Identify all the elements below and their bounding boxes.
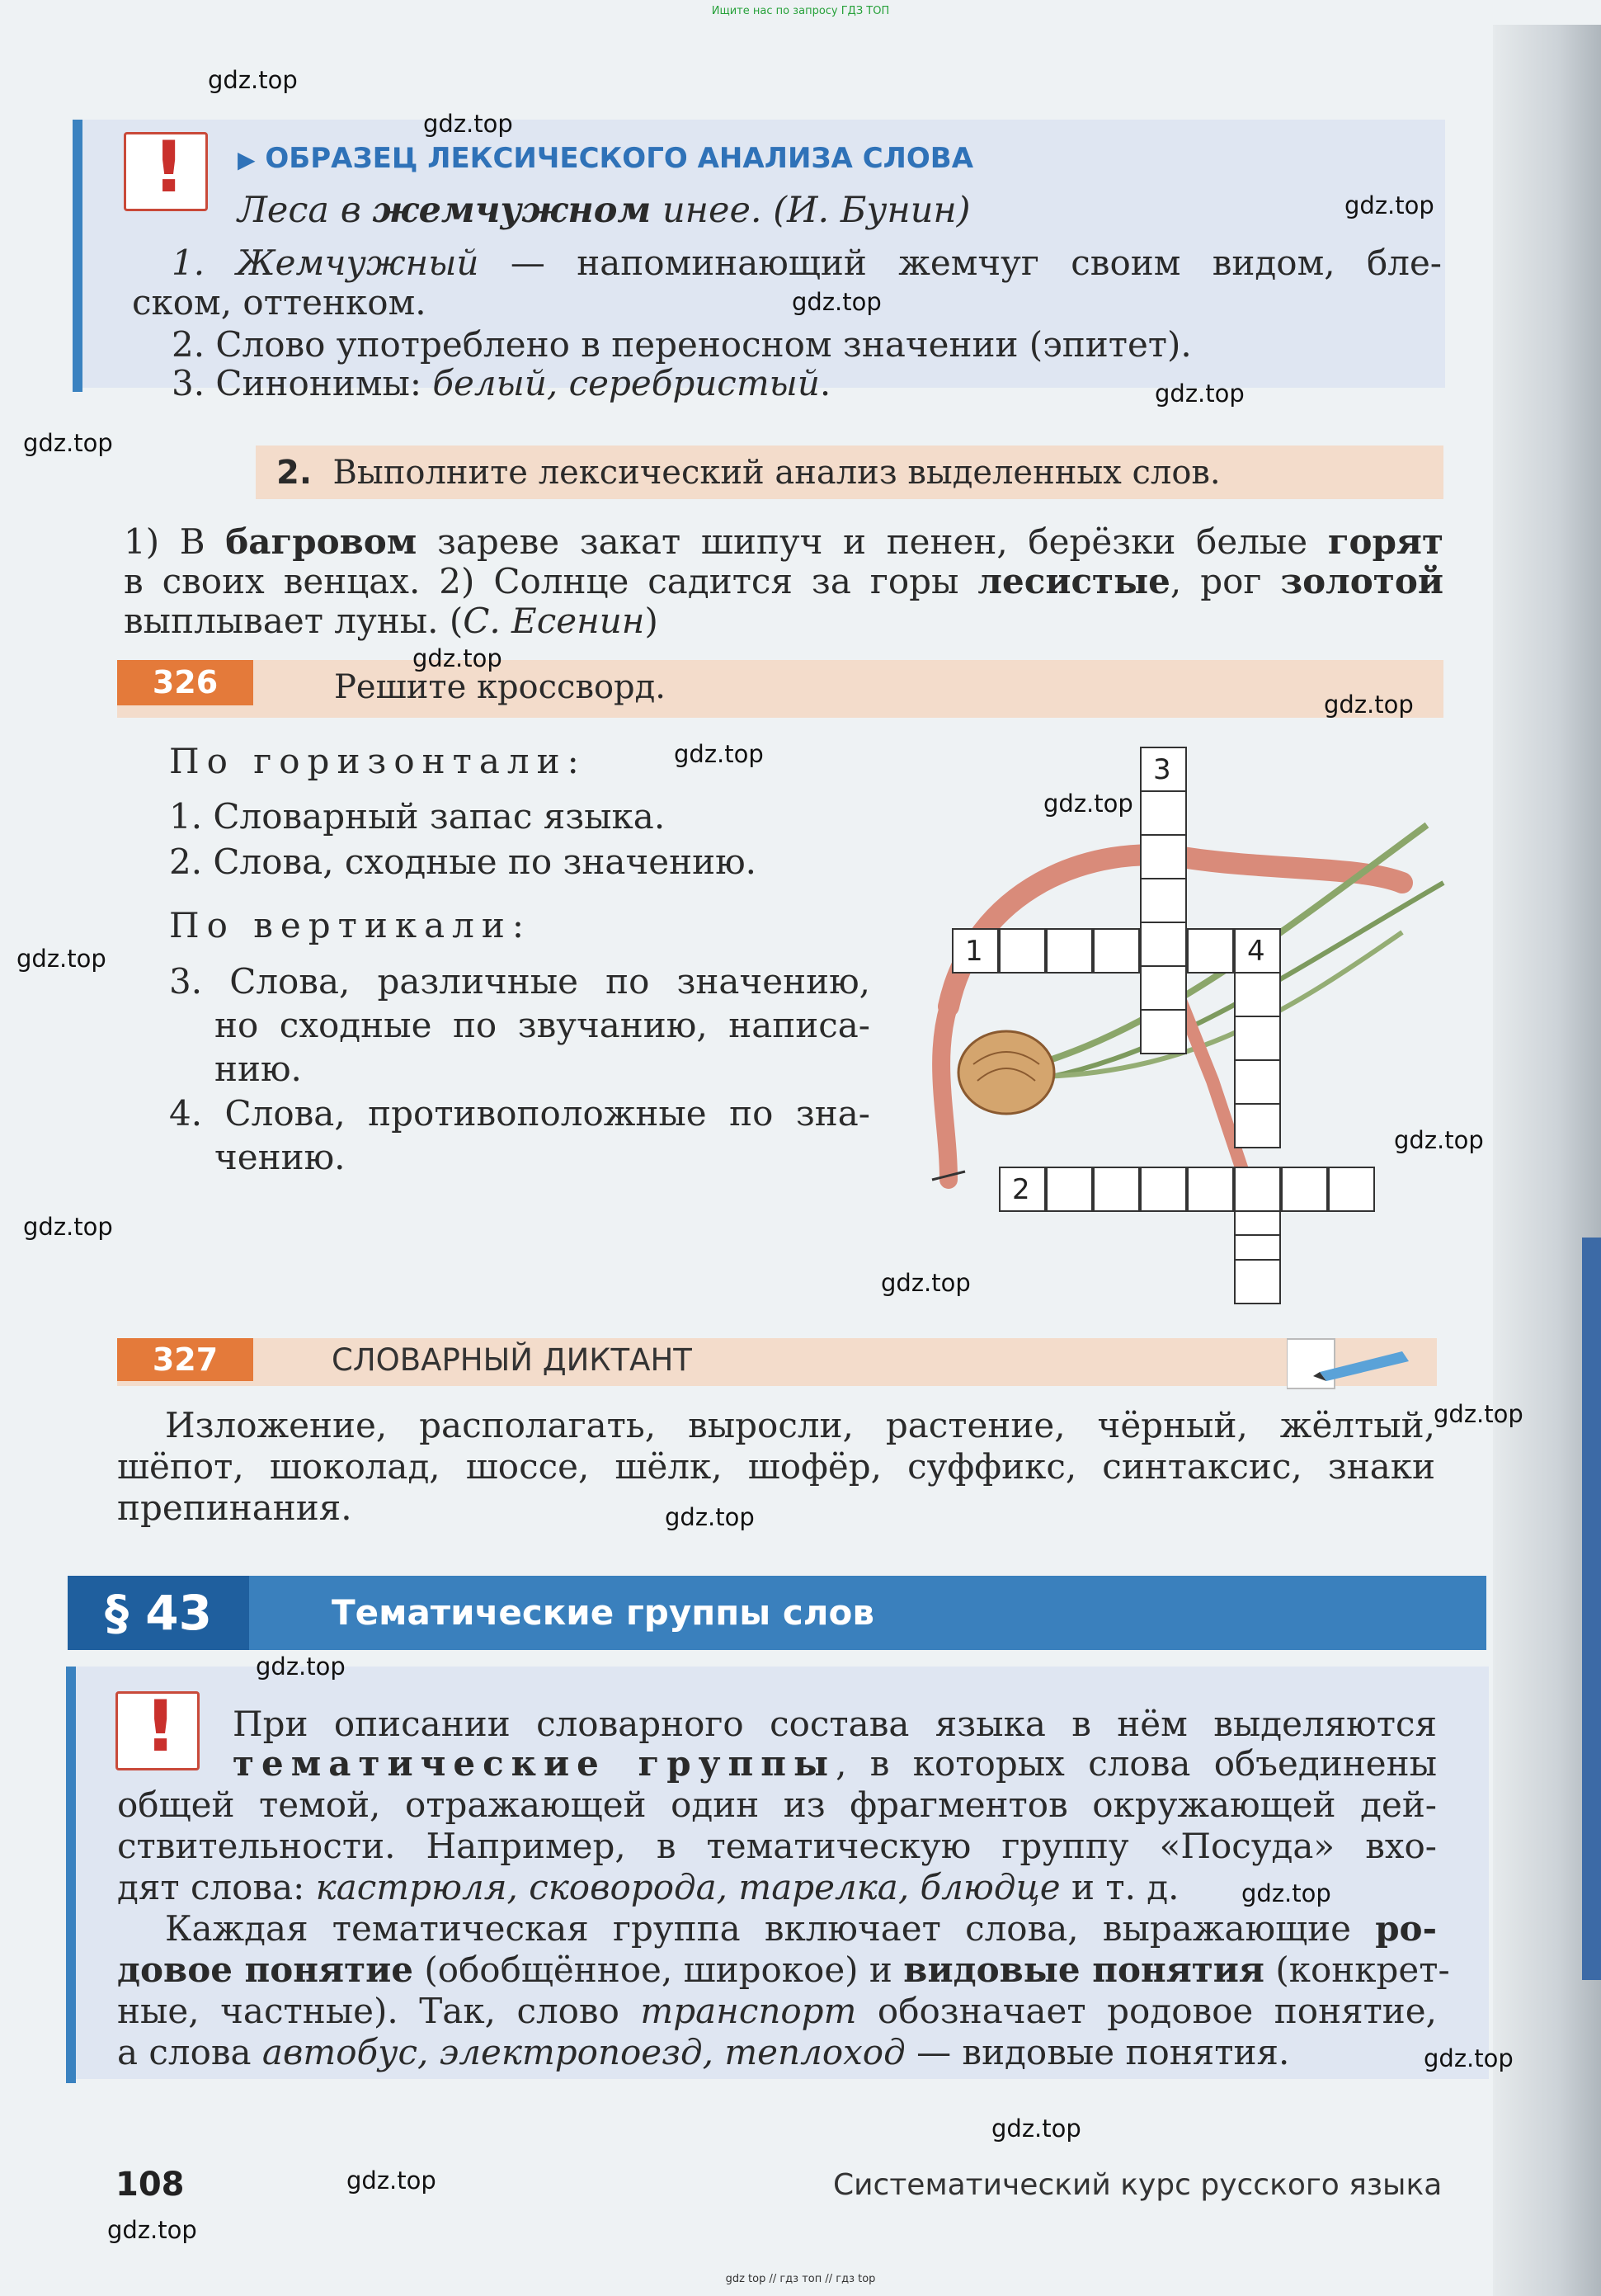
watermark: gdz.top xyxy=(1155,380,1245,408)
rule-line-5: дят слова: кастрюля, сковорода, тарелка, блюдце и т. д. xyxy=(117,1867,1180,1907)
crossword-cell[interactable] xyxy=(1234,1259,1281,1304)
crossword-cell[interactable] xyxy=(1140,790,1187,836)
crossword-cell[interactable] xyxy=(1140,834,1187,879)
watermark: gdz.top xyxy=(16,945,106,973)
page-number: 108 xyxy=(115,2166,185,2204)
ex326-clue-3: 3. Слова, различные по значению, xyxy=(169,961,870,1002)
rule-line-1: При описании словарного состава языка в нём выделяются xyxy=(233,1704,1437,1744)
ex326-horizontal-heading: По горизонтали: xyxy=(169,741,586,781)
watermark: gdz.top xyxy=(1344,191,1434,219)
task2-line-3: выплывает луны. (С. Есенин) xyxy=(124,601,658,641)
crossword-cell[interactable] xyxy=(1140,922,1187,967)
crossword-cell[interactable] xyxy=(1093,928,1140,974)
watermark: gdz.top xyxy=(1043,790,1133,818)
crossword-cell[interactable] xyxy=(1234,1167,1281,1212)
sample-box-bar xyxy=(73,120,82,392)
exclamation-book-icon: ! xyxy=(124,132,208,211)
watermark: gdz.top xyxy=(1434,1400,1523,1428)
ex326-clue-3-end: нию. xyxy=(214,1049,302,1089)
watermark: gdz.top xyxy=(1324,691,1414,719)
watermark: gdz.top xyxy=(107,2216,197,2244)
crossword-cell[interactable] xyxy=(1046,1167,1093,1212)
ex326-clue-4-cont: чению. xyxy=(214,1137,346,1177)
watermark: gdz.top xyxy=(1241,1879,1331,1907)
header-note: Ищите нас по запросу ГДЗ ТОП xyxy=(711,5,890,17)
ex326-title: Решите кроссворд. xyxy=(334,668,666,706)
crossword-cell[interactable] xyxy=(1234,1016,1281,1061)
watermark: gdz.top xyxy=(1424,2044,1514,2072)
watermark: gdz.top xyxy=(256,1652,346,1681)
crossword-cell[interactable]: 3 xyxy=(1140,747,1187,792)
watermark: gdz.top xyxy=(23,1213,113,1241)
rule-line-8: ные, частные). Так, слово транспорт обозначает родовое понятие, xyxy=(117,1991,1437,2031)
rule-box-bar xyxy=(66,1667,76,2083)
crossword-cell[interactable] xyxy=(1046,928,1093,974)
watermark: gdz.top xyxy=(423,110,513,138)
crossword-cell[interactable] xyxy=(1140,878,1187,923)
crossword-cell[interactable]: 2 xyxy=(999,1167,1046,1212)
ex326-number: 326 xyxy=(117,660,253,705)
rule-line-2: тематические группы, в которых слова объединены xyxy=(233,1743,1438,1784)
crossword-cell[interactable] xyxy=(999,928,1046,974)
ex327-line-2: шёпот, шоколад, шоссе, шёлк, шофёр, суффикс, синтаксис, знаки xyxy=(117,1446,1435,1487)
sample-quote: Леса в жемчужном инее. (И. Бунин) xyxy=(238,190,971,231)
sample-point-3: 3. Синонимы: белый, серебристый. xyxy=(172,363,831,403)
crossword-cell[interactable] xyxy=(1234,1059,1281,1105)
section-title: Тематические группы слов xyxy=(332,1592,874,1633)
watermark: gdz.top xyxy=(674,740,764,768)
ex326-band xyxy=(117,660,1443,718)
pencil-icon xyxy=(1287,1335,1410,1393)
crossword-cell[interactable] xyxy=(1140,1167,1187,1212)
ex326-clue-4: 4. Слова, противоположные по зна- xyxy=(169,1093,870,1134)
watermark: gdz.top xyxy=(346,2166,436,2195)
ex326-clue-1: 1. Словарный запас языка. xyxy=(169,796,666,837)
crossword-cell[interactable] xyxy=(1328,1167,1375,1212)
ex326-clue-2: 2. Слова, сходные по значению. xyxy=(169,842,756,882)
course-title: Систематический курс русского языка xyxy=(833,2168,1443,2202)
page-edge-tab xyxy=(1582,1238,1601,1980)
ex326-clue-3-cont: но сходные по звучанию, написа- xyxy=(214,1005,870,1045)
task2-line-1: 1) В багровом зареве закат шипуч и пенен, берёзки белые горят xyxy=(124,521,1443,562)
rule-line-4: ствительности. Например, в тематическую группу «Посуда» вхо- xyxy=(117,1826,1437,1866)
ex327-band xyxy=(117,1338,1437,1386)
rule-line-7: довое понятие (обобщённое, широкое) и видовые понятия (конкрет- xyxy=(117,1949,1450,1990)
section-number: § 43 xyxy=(68,1576,249,1650)
sample-point-1-cont: ском, оттенком. xyxy=(132,282,426,323)
watermark: gdz.top xyxy=(792,288,882,316)
exclamation-book-icon: ! xyxy=(115,1691,200,1770)
watermark: gdz.top xyxy=(1394,1126,1484,1154)
task2-line-2: в своих венцах. 2) Солнце садится за горы лесистые, рог золотой xyxy=(124,561,1443,601)
rule-line-3: общей темой, отражающей один из фрагментов окружающей дей- xyxy=(117,1784,1437,1825)
section-header xyxy=(68,1576,1486,1650)
rule-line-9: а слова автобус, электропоезд, теплоход — видовые понятия. xyxy=(117,2032,1290,2072)
watermark: gdz.top xyxy=(665,1503,755,1531)
ex327-title: СЛОВАРНЫЙ ДИКТАНТ xyxy=(332,1342,692,1378)
watermark: gdz.top xyxy=(23,429,113,457)
crossword-cell[interactable] xyxy=(1281,1167,1328,1212)
ex326-vertical-heading: По вертикали: xyxy=(169,905,531,945)
crossword-cell[interactable] xyxy=(1187,1167,1234,1212)
crossword-cell[interactable] xyxy=(1234,972,1281,1017)
crossword-cell[interactable]: 4 xyxy=(1234,928,1281,974)
watermark: gdz.top xyxy=(881,1269,971,1297)
watermark: gdz.top xyxy=(208,66,298,94)
sample-point-2: 2. Слово употреблено в переносном значении (эпитет). xyxy=(172,324,1192,365)
watermark: gdz.top xyxy=(991,2114,1081,2143)
crossword-cell[interactable] xyxy=(1234,1103,1281,1148)
rule-line-6: Каждая тематическая группа включает слова, выражающие ро- xyxy=(165,1908,1437,1949)
sample-point-1: 1. Жемчужный — напоминающий жемчуг своим видом, бле- xyxy=(172,243,1442,283)
crossword-cell[interactable]: 1 xyxy=(952,928,999,974)
crossword-cell[interactable] xyxy=(1140,965,1187,1011)
ex327-line-1: Изложение, располагать, выросли, растение, чёрный, жёлтый, xyxy=(165,1405,1435,1445)
watermark: gdz.top xyxy=(412,644,502,672)
task2-instruction: 2. Выполните лексический анализ выделенных слов. xyxy=(276,454,1221,492)
crossword-cell[interactable] xyxy=(1140,1009,1187,1054)
ex327-number: 327 xyxy=(117,1338,253,1381)
sample-title: ▶ ОБРАЗЕЦ ЛЕКСИЧЕСКОГО АНАЛИЗА СЛОВА xyxy=(238,142,974,175)
ex327-line-3: препинания. xyxy=(117,1487,352,1528)
footer-note: gdz top // гдз топ // гдз top xyxy=(725,2273,876,2285)
crossword-cell[interactable] xyxy=(1187,928,1234,974)
crossword-cell[interactable] xyxy=(1093,1167,1140,1212)
